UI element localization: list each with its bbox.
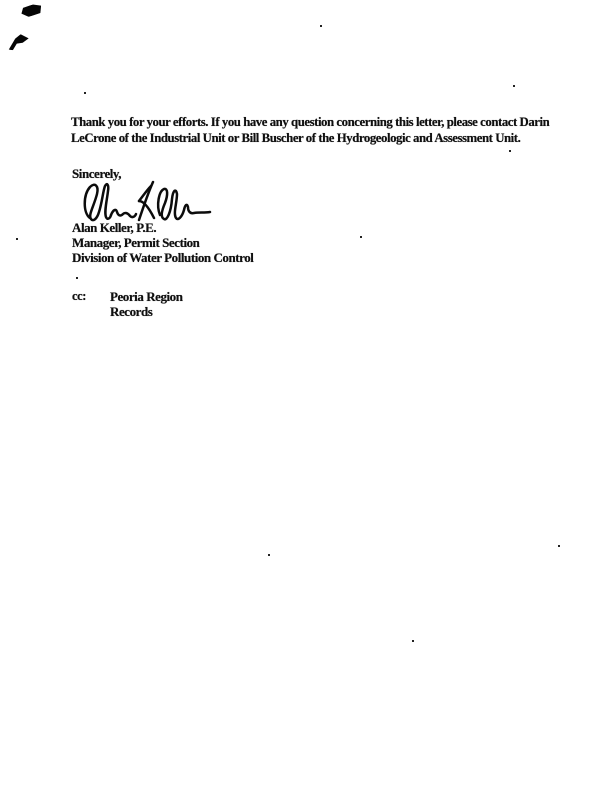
cc-block: [72, 289, 183, 319]
scan-speck: [84, 92, 86, 94]
scan-speck: [268, 554, 270, 556]
paragraph-line-2: LeCrone of the Industrial Unit or Bill Buscher of the Hydrogeologic and Assessment Unit.: [71, 131, 521, 145]
corner-scan-artifact-1: [20, 3, 43, 19]
scan-speck: [360, 236, 362, 238]
cc-label: cc:: [72, 289, 86, 303]
cc-item: Peoria Region: [110, 289, 183, 304]
scan-speck: [76, 277, 78, 279]
scan-speck: [558, 545, 560, 547]
cc-item: Records: [110, 304, 153, 320]
signer-division-line: Division of Water Pollution Control: [72, 250, 254, 266]
signer-block: [72, 220, 253, 266]
corner-scan-artifact-2: [8, 33, 29, 52]
signer-name-line: Alan Keller, P.E.: [72, 220, 157, 235]
scan-speck: [16, 238, 18, 240]
closing-salutation: Sincerely,: [72, 166, 122, 181]
scan-speck: [509, 150, 511, 152]
scan-speck: [412, 640, 414, 642]
paragraph-line-1: Thank you for your efforts. If you have any question concerning this letter, please contact Darin: [71, 115, 550, 129]
scan-speck: [320, 25, 322, 27]
letter-paragraph: [71, 114, 549, 146]
signer-title-line: Manager, Permit Section: [72, 235, 200, 251]
cc-items: [110, 289, 183, 319]
scan-speck: [513, 85, 515, 87]
